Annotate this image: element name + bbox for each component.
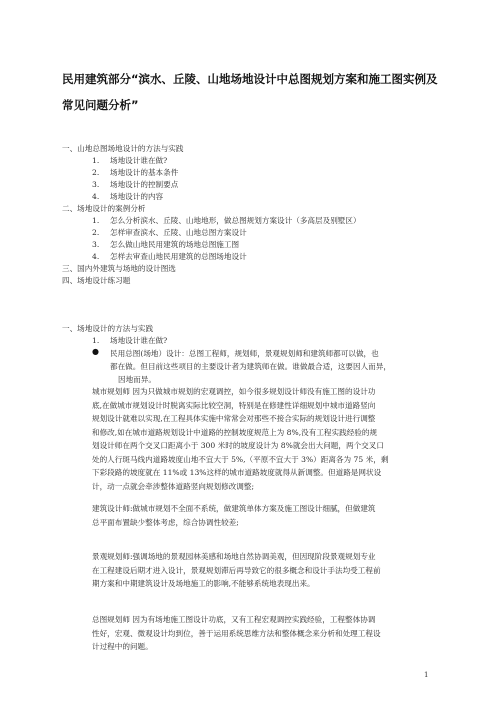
paragraph-line: 处的人行斑马线内道路坡度山地不宜大于 5%,（平原不宜大于 3%）距离各为 75 米，剩 [92, 454, 389, 464]
paragraph-architect [92, 502, 376, 529]
paragraph-line: 计，动一点就会牵涉整体道路竖向规划修改调整; [92, 481, 255, 491]
toc-section-1: 一、山地总图场地设计的方法与实践 [62, 144, 184, 153]
toc-item [92, 251, 247, 262]
page-number: 1 [424, 671, 429, 679]
bullet-text-line: 民用总图(场地）设计：总图工程师，规划师，景观规划师和建筑师都可以做，也 [110, 349, 379, 358]
paragraph-line: 城市规划师 因为只做城市规划的宏观调控，如今很多规划设计师没有施工图的设计功 [92, 387, 376, 396]
toc-item-number: 3. [92, 180, 100, 189]
toc-item [92, 179, 178, 190]
paragraph-landscape-planner [92, 550, 381, 591]
toc-item-number: 1. [92, 156, 100, 165]
toc-item-number: 2. [92, 168, 100, 177]
paragraph-line: 在工程建设后期才进入设计，景观规划滞后再导致它的很多概念和设计手法均受工程前 [92, 565, 381, 575]
toc-item-number: 4. [92, 192, 100, 201]
paragraph-urban-planner [92, 385, 388, 493]
toc-item-text: 怎样审查滨水、丘陵、山地总图方案设计 [110, 228, 247, 237]
toc-item [92, 191, 163, 202]
toc-item-text: 场地设计的基本条件 [110, 168, 179, 177]
toc-item-text: 怎么分析滨水、丘陵、山地地形，做总图规划方案设计（多高层及别墅区） [110, 216, 361, 225]
toc-item [92, 155, 167, 166]
toc-item [92, 215, 361, 226]
paragraph-general-planner [92, 613, 381, 654]
paragraph-line: 期方案和中期建筑设计及场地施工的影响,不能够系统地表现出来。 [92, 579, 315, 588]
toc-section-3: 三、国内外建筑与场地的设计图选 [62, 264, 176, 273]
toc-item-number: 3. [92, 240, 100, 249]
paragraph-line: 下彩段路的坡度就在 11%或 13%这样的城市道路坡度就得从新调整。但道路是网状设 [92, 468, 382, 477]
toc-item-text: 场地设计的控制要点 [110, 180, 179, 189]
paragraph-line: 性好，宏观、微观设计均到位，善于运用系统思维方法和整体概念来分析和处理工程设 [92, 628, 381, 638]
subsection-number: 1. [92, 336, 100, 345]
toc-section-2: 二、场地设计的案例分析 [62, 204, 146, 213]
toc-item-number: 4. [92, 252, 100, 261]
paragraph-line: 计过程中的问题。 [92, 642, 153, 651]
bullet-text-line: 都在做。但目前这些项目的主要设计者为建筑师在做。谁做最合适，这要因人而异， [110, 362, 391, 371]
toc-item-number: 1. [92, 216, 100, 225]
toc-section-4: 四、场地设计练习题 [62, 276, 131, 285]
toc-item-text: 怎样去审查山地民用建筑的总图场地设计 [110, 252, 247, 261]
paragraph-line: 总图规划师 因为有场地施工图设计功底，又有工程宏观调控实践经验，工程整体协调 [92, 615, 376, 624]
paragraph-line: 和修改,如在城市道路规划设计中道路的控制坡度规范上为 8%,没有工程实践经验的规 [92, 427, 378, 437]
page-title: 民用建筑部分“滨水、丘陵、山地场地设计中总图规划方案和施工图实例及常见问题分析” [62, 72, 438, 112]
toc-item-text: 场地设计的内容 [110, 192, 164, 201]
toc-item-text: 怎么做山地民用建筑的场地总图施工图 [110, 240, 240, 249]
subsection-heading [92, 335, 167, 346]
toc-item [92, 227, 247, 238]
paragraph-line: 划设计师在两个交叉口距离小于 300 米时的坡度设计为 8%就会出大问题，两个交叉口 [92, 441, 384, 450]
toc-item [92, 167, 178, 178]
paragraph-line: 建筑设计师:做城市规划不全面不系统，做建筑单体方案及施工图设计细腻，但做建筑 [92, 504, 376, 513]
section-heading: 一、场地设计的方法与实践 [62, 324, 154, 333]
toc-item [92, 239, 239, 250]
toc-item-number: 2. [92, 228, 100, 237]
paragraph-line: 底,在做城市规划设计时脱离实际比较空洞，特别是在修建性详细规划中城市道路竖向 [92, 400, 376, 410]
paragraph-line: 景观规划师:强调场地的景观园林美感和场地自然协调美观，但因现阶段景观规划专业 [92, 552, 376, 561]
subsection-text: 场地设计谁在做? [110, 336, 168, 345]
paragraph-line: 规划设计就难以实现,在工程具体实施中常常会对那些不接合实际的规划设计进行调整 [92, 414, 376, 423]
bullet-text-line: 因地而异。 [118, 375, 156, 384]
paragraph-line: 总平面布置缺少整体考虑，综合协调性较差; [92, 517, 239, 527]
toc-item-text: 场地设计谁在做? [110, 156, 168, 165]
bullet-icon: ● [92, 347, 99, 356]
